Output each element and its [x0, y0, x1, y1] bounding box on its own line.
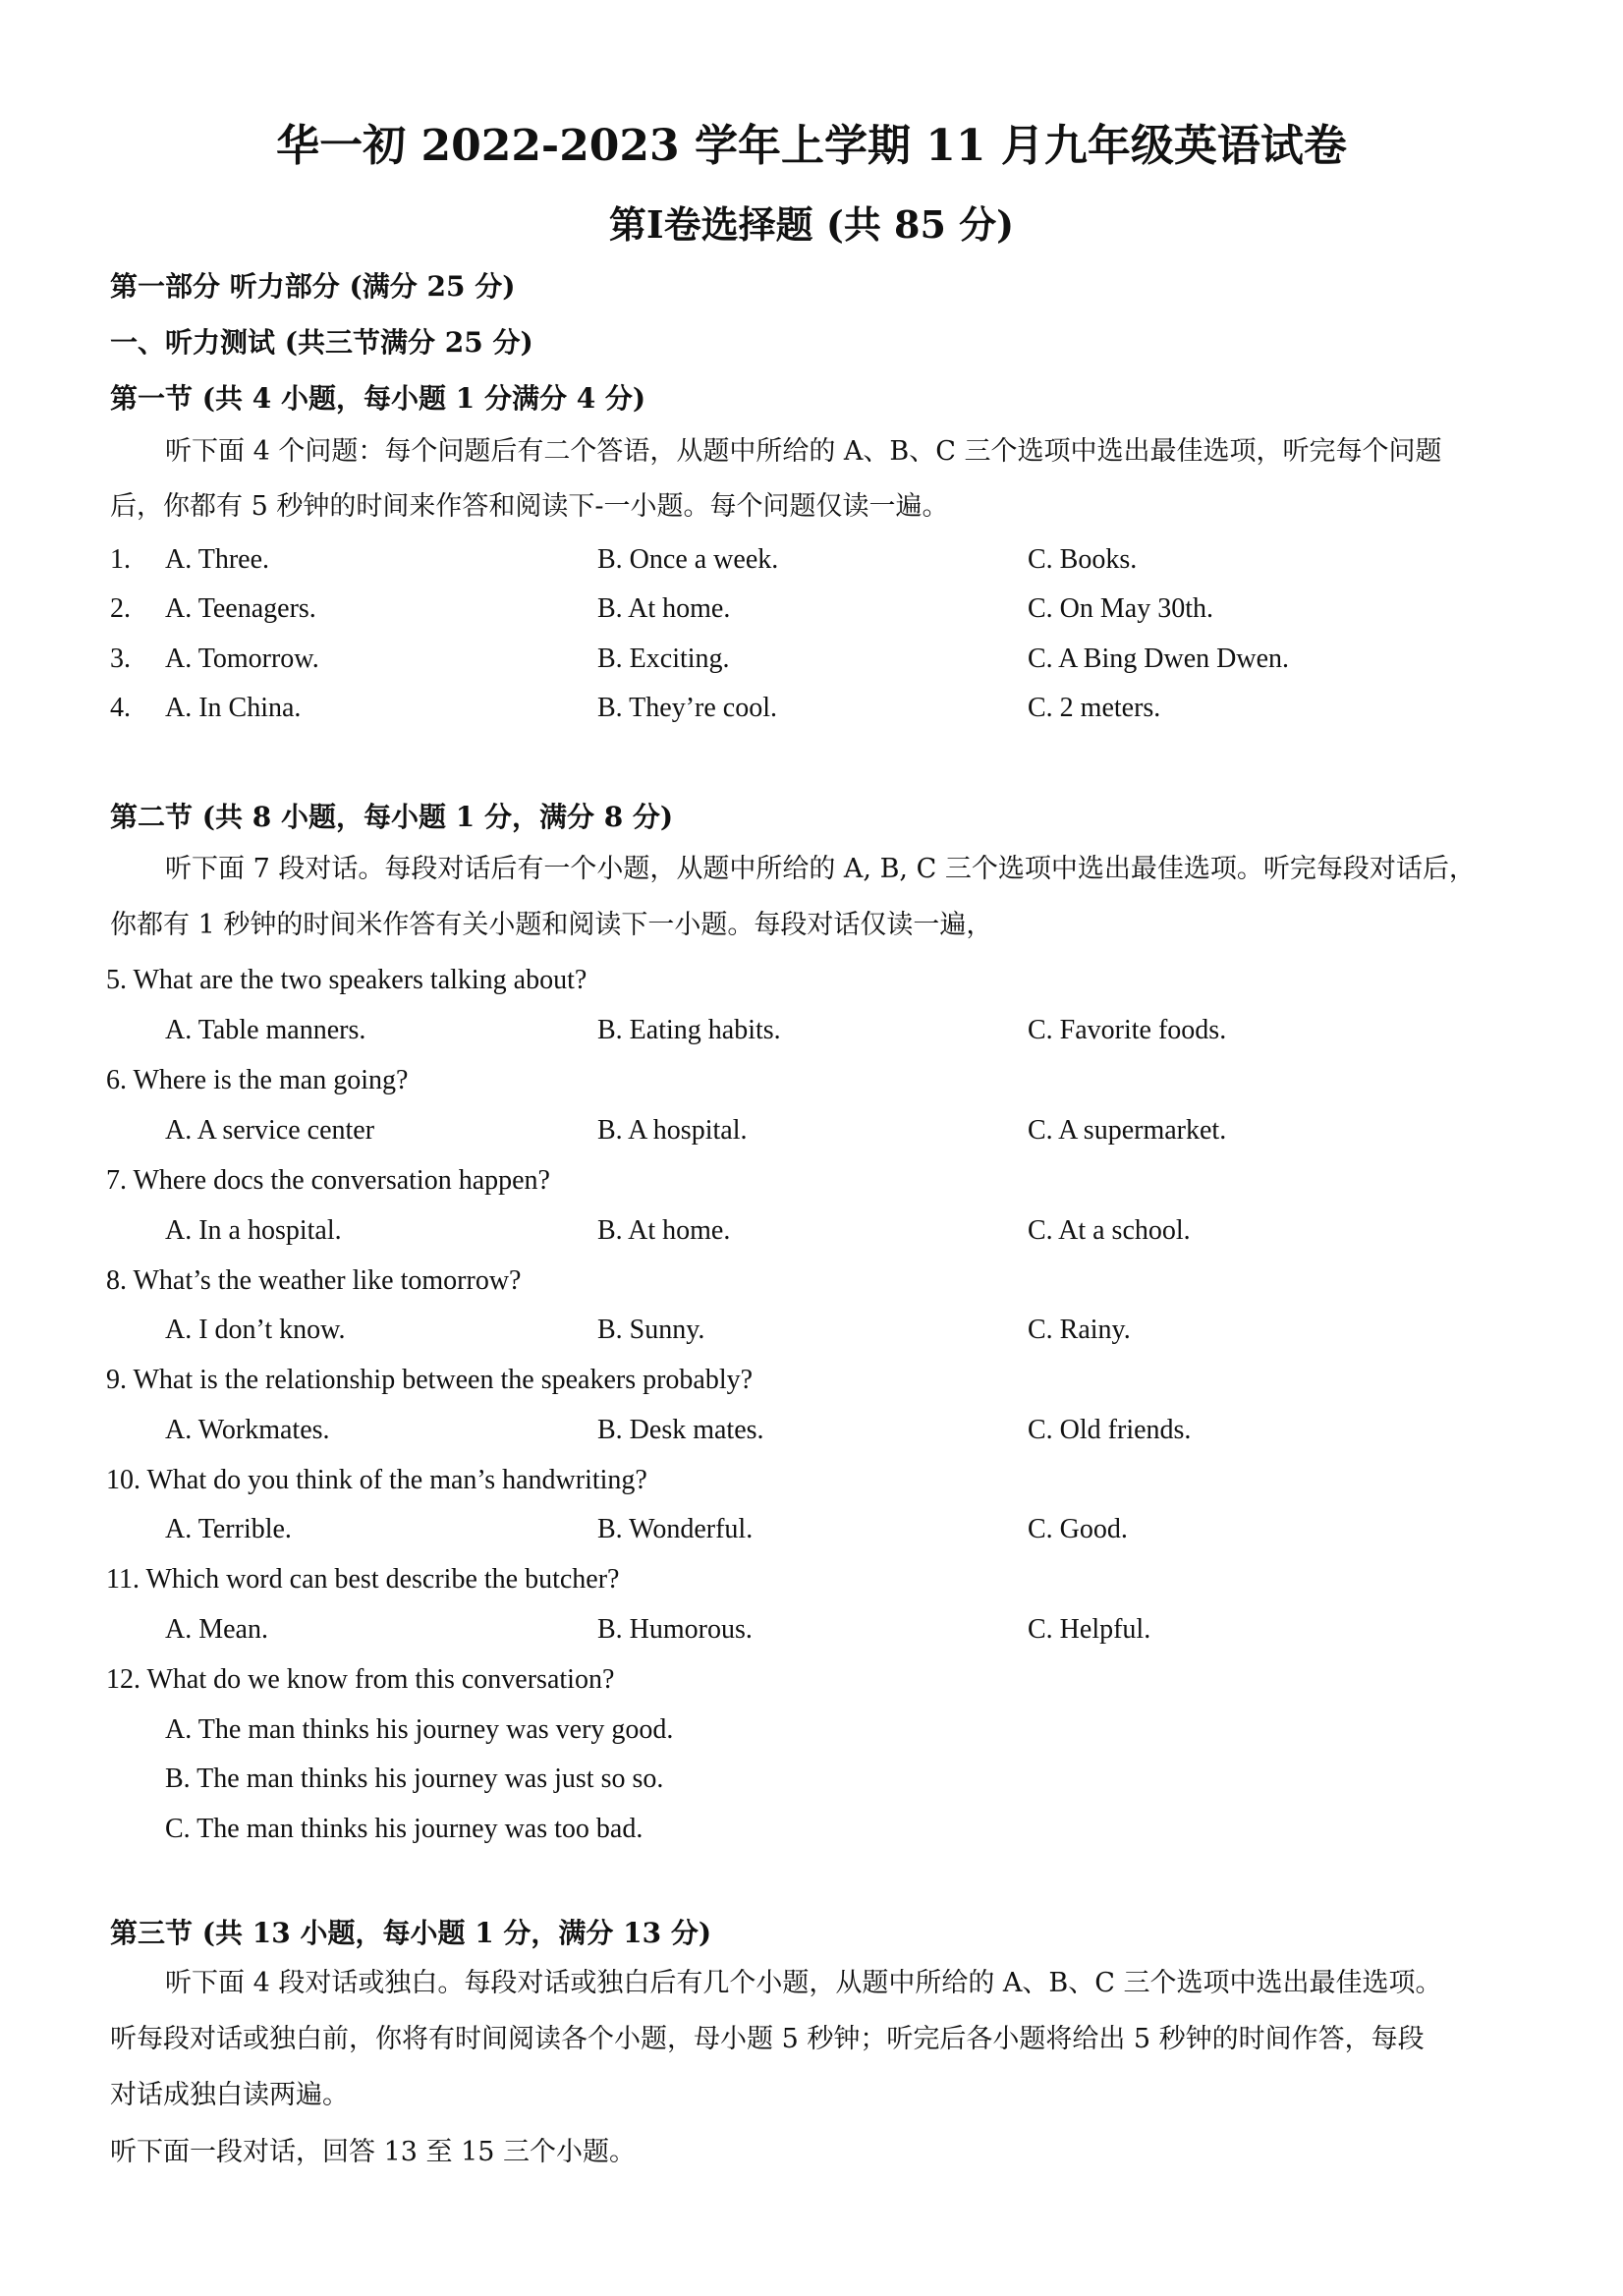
option-b: B. Wonderful. [597, 1514, 754, 1544]
option-a: A. In China. [165, 693, 302, 723]
option-a: A. I don’t know. [165, 1315, 346, 1345]
option-c: C. At a school. [1028, 1215, 1191, 1246]
option-c: C. On May 30th. [1028, 593, 1213, 624]
options-row-8 [0, 1315, 1623, 1354]
option-a: A. Mean. [165, 1614, 268, 1645]
question-row-3 [0, 644, 1623, 683]
options-row-11 [0, 1614, 1623, 1653]
section3-instruction-line1: 听下面 4 段对话或独白。每段对话或独白后有几个小题，从题中所给的 A、B、C 三个选项中选出最佳选项。 [165, 1968, 1442, 1998]
options-row-7 [0, 1215, 1623, 1255]
option-a: A. Table manners. [165, 1015, 366, 1045]
option-b: B. Eating habits. [597, 1015, 781, 1045]
option-b: B. Once a week. [597, 544, 779, 575]
options-row-9 [0, 1415, 1623, 1454]
listening-heading: 一、听力测试 (共三节满分 25 分) [110, 326, 533, 359]
section2-instruction-line1: 听下面 7 段对话。每段对话后有一个小题，从题中所给的 A, B, C 三个选项中选出最佳选项。听完每段对话后， [165, 854, 1476, 884]
option-c: C. The man thinks his journey was too bad. [165, 1814, 644, 1844]
section1-instruction-line2: 后，你都有 5 秒钟的时间来作答和阅读下-一小题。每个问题仅读一遍。 [110, 491, 949, 522]
option-b: B. Exciting. [597, 644, 730, 674]
section3-instruction-line2: 听每段对话或独白前，你将有时间阅读各个小题，母小题 5 秒钟；听完后各小题将给出 5 秒钟的时间作答，每段 [110, 2024, 1425, 2054]
option-c: C. Good. [1028, 1514, 1128, 1544]
question-number: 3. [110, 644, 131, 674]
question-8: 8. What’s the weather like tomorrow? [106, 1265, 522, 1296]
option-c: C. Favorite foods. [1028, 1015, 1227, 1045]
option-c: C. Books. [1028, 544, 1138, 575]
question-12: 12. What do we know from this conversation? [106, 1664, 615, 1695]
question-number: 1. [110, 544, 131, 575]
question-5: 5. What are the two speakers talking about? [106, 965, 588, 995]
section3-instruction-line3: 对话成独白读两遍。 [110, 2080, 349, 2110]
section2-instruction-line2: 你都有 1 秒钟的时间米作答有关小题和阅读下一小题。每段对话仅读一遍， [110, 910, 993, 940]
question-6: 6. Where is the man going? [106, 1065, 409, 1095]
question-number: 4. [110, 693, 131, 723]
option-a: A. The man thinks his journey was very good. [165, 1714, 674, 1745]
option-a: A. A service center [165, 1115, 375, 1146]
volume-title: 第Ⅰ卷选择题 (共 85 分) [608, 202, 1015, 247]
option-c: C. Rainy. [1028, 1315, 1131, 1345]
option-b: B. They’re cool. [597, 693, 777, 723]
question-11: 11. Which word can best describe the butcher? [106, 1564, 620, 1595]
section3-lead: 听下面一段对话，回答 13 至 15 三个小题。 [110, 2137, 637, 2167]
option-b: B. Humorous. [597, 1614, 753, 1645]
option-c: C. A Bing Dwen Dwen. [1028, 644, 1289, 674]
option-b: B. Desk mates. [597, 1415, 764, 1445]
section1-heading: 第一节 (共 4 小题，每小题 1 分满分 4 分) [110, 382, 646, 415]
part1-heading: 第一部分 听力部分 (满分 25 分) [110, 270, 516, 303]
option-b: B. At home. [597, 1215, 731, 1246]
section3-heading: 第三节 (共 13 小题，每小题 1 分，满分 13 分) [110, 1917, 712, 1949]
option-b: B. A hospital. [597, 1115, 748, 1146]
exam-title: 华一初 2022-2023 学年上学期 11 月九年级英语试卷 [276, 121, 1347, 171]
option-c: C. Helpful. [1028, 1614, 1151, 1645]
option-a: A. Terrible. [165, 1514, 292, 1544]
option-a: A. In a hospital. [165, 1215, 342, 1246]
option-c: C. 2 meters. [1028, 693, 1161, 723]
option-a: A. Three. [165, 544, 269, 575]
question-10: 10. What do you think of the man’s handwriting? [106, 1465, 647, 1495]
option-a: A. Tomorrow. [165, 644, 319, 674]
section1-instruction-line1: 听下面 4 个问题：每个问题后有二个答语，从题中所给的 A、B、C 三个选项中选出最佳选项，听完每个问题 [165, 436, 1442, 467]
question-row-4 [0, 693, 1623, 732]
options-row-6 [0, 1115, 1623, 1154]
question-9: 9. What is the relationship between the speakers probably? [106, 1365, 754, 1395]
option-a: A. Teenagers. [165, 593, 316, 624]
section2-heading: 第二节 (共 8 小题，每小题 1 分，满分 8 分) [110, 801, 674, 833]
option-c: C. Old friends. [1028, 1415, 1192, 1445]
option-c: C. A supermarket. [1028, 1115, 1227, 1146]
options-row-5 [0, 1015, 1623, 1054]
option-b: B. Sunny. [597, 1315, 705, 1345]
option-b: B. The man thinks his journey was just so so. [165, 1764, 664, 1794]
options-row-10 [0, 1514, 1623, 1553]
question-row-1 [0, 544, 1623, 584]
option-a: A. Workmates. [165, 1415, 330, 1445]
question-7: 7. Where docs the conversation happen? [106, 1165, 550, 1196]
question-number: 2. [110, 593, 131, 624]
question-row-2 [0, 593, 1623, 633]
option-b: B. At home. [597, 593, 731, 624]
